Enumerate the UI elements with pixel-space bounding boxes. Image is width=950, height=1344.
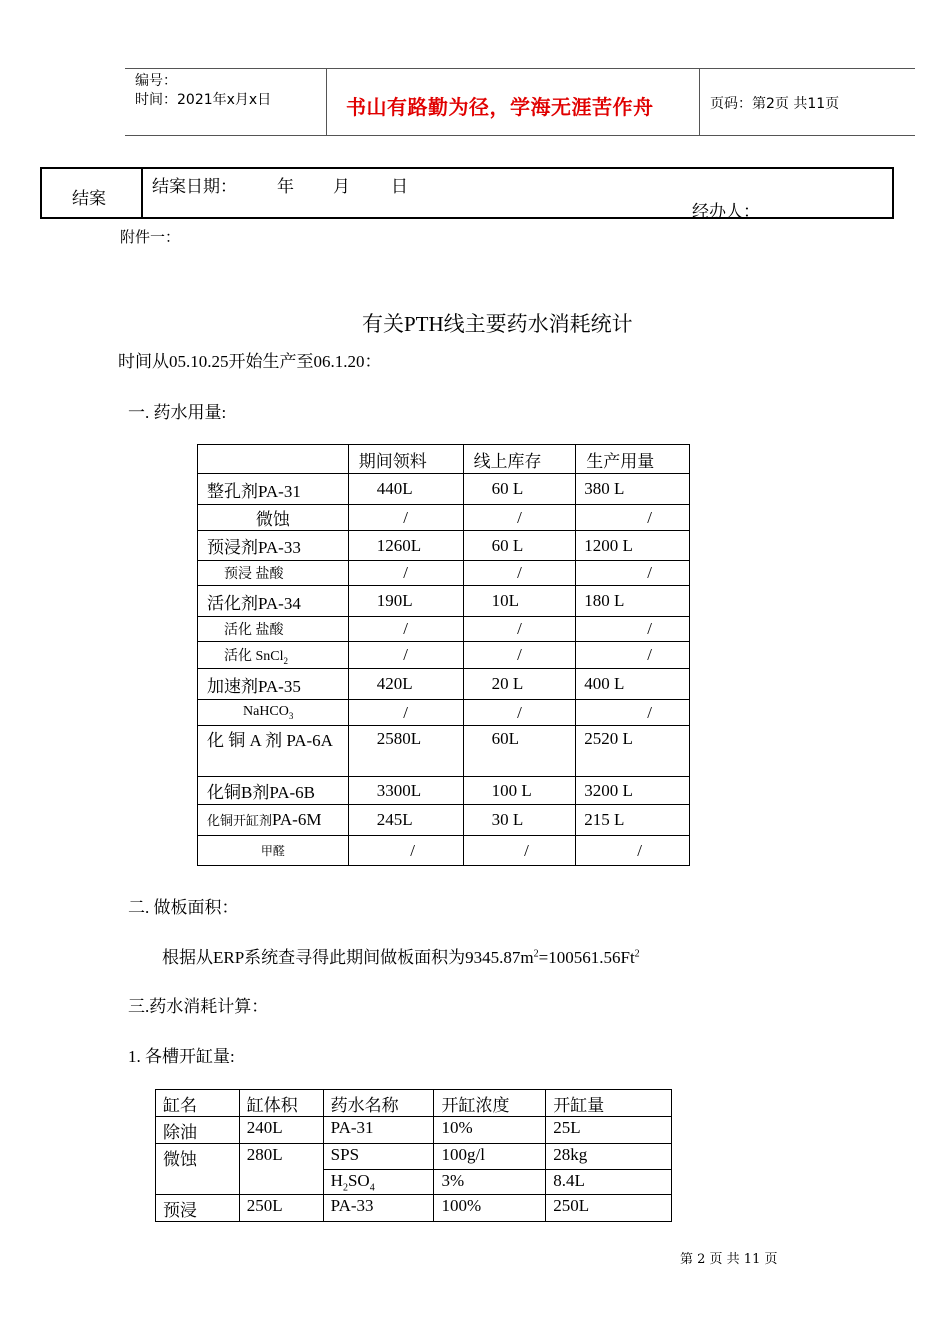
header-cell: 开缸浓度 [434, 1090, 546, 1117]
table-row [156, 1144, 672, 1170]
header-cell: 线上库存 [463, 445, 576, 474]
stock-cell: 60 L [463, 531, 576, 561]
header-cell: 开缸量 [546, 1090, 672, 1117]
used-cell: / [576, 642, 690, 669]
page-title: 有关PTH线主要药水消耗统计 [362, 312, 633, 336]
received-cell: / [348, 642, 463, 669]
received-cell: 420L [348, 669, 463, 700]
chemical-name: 加速剂PA-35 [198, 669, 349, 700]
stock-cell: 30 L [463, 805, 576, 836]
chemical-name: 甲醛 [198, 836, 349, 866]
closing-year: 年 [277, 177, 294, 197]
page-footer: 第 2 页 共 11 页 [680, 1252, 778, 1267]
table-row [156, 1117, 672, 1144]
header-cell: 缸体积 [239, 1090, 323, 1117]
closing-day: 日 [391, 177, 408, 197]
received-cell: / [348, 561, 463, 586]
received-cell: / [348, 700, 463, 726]
chemical-name: 化 铜 A 剂 PA-6A [198, 726, 349, 777]
used-cell: 3200 L [576, 777, 690, 805]
table-row [198, 505, 690, 531]
header-motto: 书山有路勤为径，学海无涯苦作舟 [346, 95, 654, 119]
table-row [198, 531, 690, 561]
page-indicator: 页码：第2页 共11页 [710, 96, 840, 112]
table-row [156, 1195, 672, 1222]
chemical-name: 化铜B剂PA-6B [198, 777, 349, 805]
makeup-amount: 8.4L [546, 1170, 672, 1195]
chemical-name: PA-33 [323, 1195, 434, 1222]
table-row [198, 617, 690, 642]
chemical-name: 活化剂PA-34 [198, 586, 349, 617]
chemical-usage-table [197, 444, 690, 866]
received-cell: 1260L [348, 531, 463, 561]
used-cell: / [576, 700, 690, 726]
handler-label: 经办人： [692, 202, 760, 222]
tank-volume: 240L [239, 1117, 323, 1144]
section3-heading: 三.药水消耗计算： [128, 997, 269, 1016]
used-cell: 380 L [576, 474, 690, 505]
header-cell: 期间领料 [348, 445, 463, 474]
tank-makeup-table [155, 1089, 672, 1222]
closing-month: 月 [333, 177, 350, 197]
table-row [198, 669, 690, 700]
table-row [198, 586, 690, 617]
stock-cell: / [463, 642, 576, 669]
used-cell: / [576, 836, 690, 866]
makeup-amount: 28kg [546, 1144, 672, 1170]
chemical-name: SPS [323, 1144, 434, 1170]
tank-volume: 280L [239, 1144, 323, 1195]
concentration: 100% [434, 1195, 546, 1222]
period-text: 时间从05.10.25开始生产至06.1.20： [118, 352, 382, 371]
chemical-name: 活化 SnCl$_2$ [198, 642, 349, 669]
used-cell: 215 L [576, 805, 690, 836]
header-cell: 生产用量 [576, 445, 690, 474]
board-area-text: 根据从ERP系统查寻得此期间做板面积为$9345.87m^2=100561.56Ft^2$ [162, 948, 640, 967]
table-row [198, 700, 690, 726]
stock-cell: / [463, 700, 576, 726]
stock-cell: / [463, 617, 576, 642]
received-cell: 3300L [348, 777, 463, 805]
chemical-name: 预浸 盐酸 [198, 561, 349, 586]
tank-name: 除油 [156, 1117, 240, 1144]
table-row [198, 726, 690, 777]
header-cell [198, 445, 349, 474]
chemical-name: PA-31 [323, 1117, 434, 1144]
concentration: 10% [434, 1117, 546, 1144]
chemical-name: 微蚀 [198, 505, 349, 531]
received-cell: 440L [348, 474, 463, 505]
closing-box [40, 167, 894, 222]
section2-heading: 二. 做板面积： [128, 898, 239, 917]
stock-cell: / [463, 505, 576, 531]
chemical-name: 整孔剂PA-31 [198, 474, 349, 505]
used-cell: / [576, 561, 690, 586]
doc-number-label: 编号： [135, 73, 177, 89]
attachment-label: 附件一： [120, 228, 181, 246]
stock-cell: / [463, 561, 576, 586]
received-cell: 245L [348, 805, 463, 836]
used-cell: 180 L [576, 586, 690, 617]
stock-cell: 60L [463, 726, 576, 777]
chemical-name: 活化 盐酸 [198, 617, 349, 642]
received-cell: 2580L [348, 726, 463, 777]
chemical-name: 预浸剂PA-33 [198, 531, 349, 561]
table-header-row [156, 1090, 672, 1117]
section3-subheading: 1. 各槽开缸量: [128, 1047, 235, 1066]
header-cell: 缸名 [156, 1090, 240, 1117]
section1-heading: 一. 药水用量: [128, 403, 227, 422]
used-cell: 400 L [576, 669, 690, 700]
table-row [198, 642, 690, 669]
used-cell: / [576, 617, 690, 642]
stock-cell: / [463, 836, 576, 866]
table-row [198, 561, 690, 586]
makeup-amount: 250L [546, 1195, 672, 1222]
closing-date-label: 结案日期： [152, 177, 237, 197]
table-row [198, 805, 690, 836]
stock-cell: 10L [463, 586, 576, 617]
chemical-name: NaHCO$_3$ [198, 700, 349, 726]
table-row [198, 777, 690, 805]
chemical-name: 化铜开缸剂PA-6M [198, 805, 349, 836]
table-row [198, 474, 690, 505]
received-cell: 190L [348, 586, 463, 617]
closing-label: 结案 [72, 189, 106, 209]
concentration: 100g/l [434, 1144, 546, 1170]
tank-name: 预浸 [156, 1195, 240, 1222]
received-cell: / [348, 617, 463, 642]
header-cell: 药水名称 [323, 1090, 434, 1117]
chemical-name: $H_2SO_4$ [323, 1170, 434, 1195]
doc-time-label: 时间：2021年x月x日 [135, 92, 272, 108]
table-header-row [198, 445, 690, 474]
stock-cell: 100 L [463, 777, 576, 805]
used-cell: / [576, 505, 690, 531]
received-cell: / [348, 836, 463, 866]
used-cell: 1200 L [576, 531, 690, 561]
tank-volume: 250L [239, 1195, 323, 1222]
stock-cell: 20 L [463, 669, 576, 700]
makeup-amount: 25L [546, 1117, 672, 1144]
received-cell: / [348, 505, 463, 531]
tank-name: 微蚀 [156, 1144, 240, 1195]
concentration: 3% [434, 1170, 546, 1195]
table-row [198, 836, 690, 866]
stock-cell: 60 L [463, 474, 576, 505]
used-cell: 2520 L [576, 726, 690, 777]
